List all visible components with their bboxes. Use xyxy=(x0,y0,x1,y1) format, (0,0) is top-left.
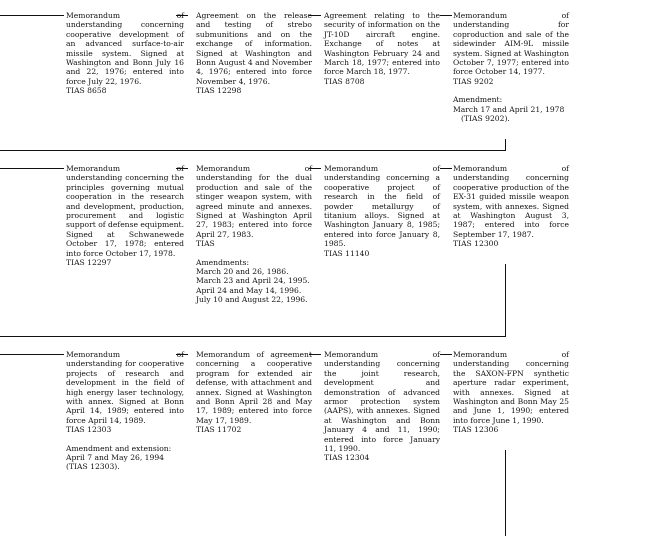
tias-number: TIAS 8658 xyxy=(66,86,107,96)
entry-text: Agreement relating to the security of information on the JT-10D aircraft engine. Exchange of notes at Washington February 24 and March 18, 1977; entered into force March 18, 1977. xyxy=(324,11,440,77)
entry-text: Memorandum of understanding concerning the joint research, development and demonstration of advanced armor protection system (AAPS), with annexes. Signed at Washington and Bonn January 4 and 11, 1990; entered into force January 11, 1990. xyxy=(324,350,440,454)
entry-text: Memorandum of understanding concerning the SAXON-FPN synthetic aperture radar experiment, with annexes. Signed at Washington and Bonn May 25 and June 1, 1990; entered into force June 1, 1990. xyxy=(453,350,569,425)
connector xyxy=(440,168,452,169)
row2-return-horizontal xyxy=(0,336,506,337)
entry-text: Memorandum of understanding concerning a cooperative project of research in the field of powder metallurgy of titanium alloys. Signed at Washington January 8, 1985; entered into force January 8, 1985. xyxy=(324,164,440,249)
row2-lead-line xyxy=(0,168,64,169)
amendment-heading: Amendments: xyxy=(196,257,250,267)
treaty-entry xyxy=(324,11,440,86)
amendment-heading: Amendment: xyxy=(453,95,503,105)
tias-number: TIAS 12300 xyxy=(453,239,499,249)
row1-return-vertical xyxy=(505,139,506,151)
treaty-entry xyxy=(324,350,440,463)
entry-text: Memorandum of agreement concerning a cooperative program for extended air defense, with attachment and annex. Signed at Washington and Bonn April 28 and May 17, 1989; entered into force May 17, 1989. xyxy=(196,350,312,425)
treaty-entry xyxy=(453,11,569,123)
amendment-item: July 10 and August 22, 1996. xyxy=(196,295,308,305)
treaty-entry xyxy=(196,350,312,435)
tias-number: TIAS 9202 xyxy=(453,76,494,86)
tias-number: TIAS 12306 xyxy=(453,425,499,435)
treaty-entry xyxy=(196,11,312,96)
amendment-item: March 17 and April 21, 1978 (TIAS 9202). xyxy=(453,104,565,124)
entry-text: Memorandum of understanding for cooperative projects of research and development in the field of high energy laser technology, with annex. Signed at Bonn April 14, 1989; entered into force April 14, 1989. xyxy=(66,350,184,425)
row1-return-horizontal xyxy=(0,150,506,151)
treaty-entry xyxy=(196,164,312,305)
connector xyxy=(440,15,452,16)
row3-tail-vertical xyxy=(505,450,506,536)
tias-number: TIAS 12297 xyxy=(66,258,112,268)
tias-number: TIAS 8708 xyxy=(324,76,365,86)
treaty-entry xyxy=(66,11,184,96)
connector xyxy=(440,354,452,355)
amendment-item: April 7 and May 26, 1994 (TIAS 12303). xyxy=(66,453,165,472)
tias-number: TIAS xyxy=(196,239,215,249)
entry-text: Memorandum of understanding for coproduction and sale of the sidewinder AIM-9L missile system. Signed at Washington October 7, 1977; entered into force October 14, 1977. xyxy=(453,11,569,77)
row2-return-vertical xyxy=(505,264,506,337)
entry-text: Memorandum of understanding concerning the principles governing mutual cooperation in the research and development, production, procurement and logistic support of defense equipment. Signed at Schwanewede October 17, 1978; entered into force October 17, 1978. xyxy=(66,164,184,258)
entry-text: Memorandum of understanding for the dual production and sale of the stinger weapon system, with agreed minute and annexes. Signed at Washington April 27, 1983; entered into force April 27, 1983. xyxy=(196,164,312,239)
entry-text: Memorandum of understanding concerning cooperative development of an advanced surface-to-air missile system. Signed at Washington and Bonn July 16 and 22, 1976; entered into force July 22, 1976. xyxy=(66,11,184,86)
treaty-entry xyxy=(66,350,184,472)
amendment-item: March 23 and April 24, 1995. xyxy=(196,276,310,286)
tias-number: TIAS 12304 xyxy=(324,453,370,463)
entry-text: Agreement on the release and testing of strebo submunitions and on the exchange of information. Signed at Washington and Bonn August 4 and November 4, 1976; entered into force November 4, 1976. xyxy=(196,11,312,86)
treaty-entry xyxy=(453,350,569,435)
tias-number: TIAS 12298 xyxy=(196,86,242,96)
amendment-item: April 24 and May 14, 1996. xyxy=(196,285,302,295)
tias-number: TIAS 11140 xyxy=(324,248,370,258)
amendment-heading: Amendment and extension: xyxy=(66,443,172,453)
row1-lead-line xyxy=(0,15,64,16)
treaty-entry xyxy=(453,164,569,249)
treaty-entry xyxy=(66,164,184,267)
row3-lead-line xyxy=(0,354,64,355)
amendment-item: March 20 and 26, 1986. xyxy=(196,267,289,277)
tias-number: TIAS 11702 xyxy=(196,425,242,435)
treaty-entry xyxy=(324,164,440,258)
entry-text: Memorandum of understanding concerning cooperative production of the EX-31 guided missile weapon system, with annexes. Signed at Washington August 3, 1987; entered into force September 17, 1987. xyxy=(453,164,569,239)
tias-number: TIAS 12303 xyxy=(66,425,112,435)
